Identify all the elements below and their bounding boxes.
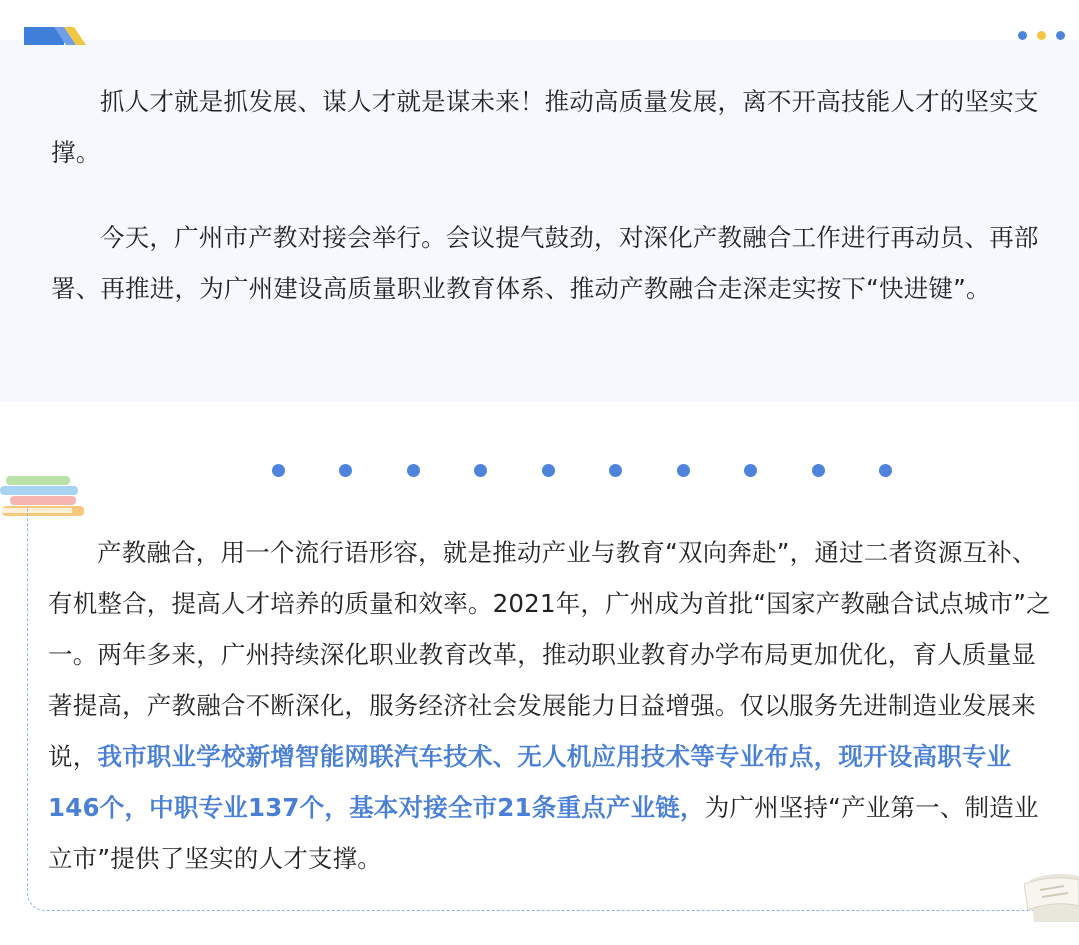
highlight-text: 我市职业学校新增智能网联汽车技术、无人机应用技术等专业布点，现开设高职专业146个，中职专业137个，基本对接全市21条重点产业链， [48,742,1012,822]
corner-stripe-icon [24,27,88,45]
dot-divider [272,464,892,477]
paper-scroll-icon [1024,866,1079,922]
paragraph-integration [48,527,1060,884]
paragraph-meeting: 今天，广州市产教对接会举行。会议提气鼓劲，对深化产教融合工作进行再动员、再部署、再推进，为广州建设高质量职业教育体系、推动产教融合走深走实按下“快进键”。 [51,223,1039,303]
paragraph-intro: 抓人才就是抓发展、谋人才就是谋未来！推动高质量发展，离不开高技能人才的坚实支撑。 [51,87,1039,167]
three-dots-icon [1018,31,1065,40]
paragraph-text: 产教融合，用一个流行语形容，就是推动产业与教育“双向奔赴”，通过二者资源互补、有机整合，提高人才培养的质量和效率。2021年，广州成为首批“国家产教融合试点城市”之一。两年多来，广州持续深化职业教育改革，推动职业教育办学布局更加优化，育人质量显著提高，产教融合不断深化，服务经济社会发展能力日益增强。仅以服务先进制造业发展来说， [48,538,1051,771]
paragraph-text-end: 为广州坚持“产业第一、制造业立市”提供了坚实的人才支撑。 [48,793,1039,873]
